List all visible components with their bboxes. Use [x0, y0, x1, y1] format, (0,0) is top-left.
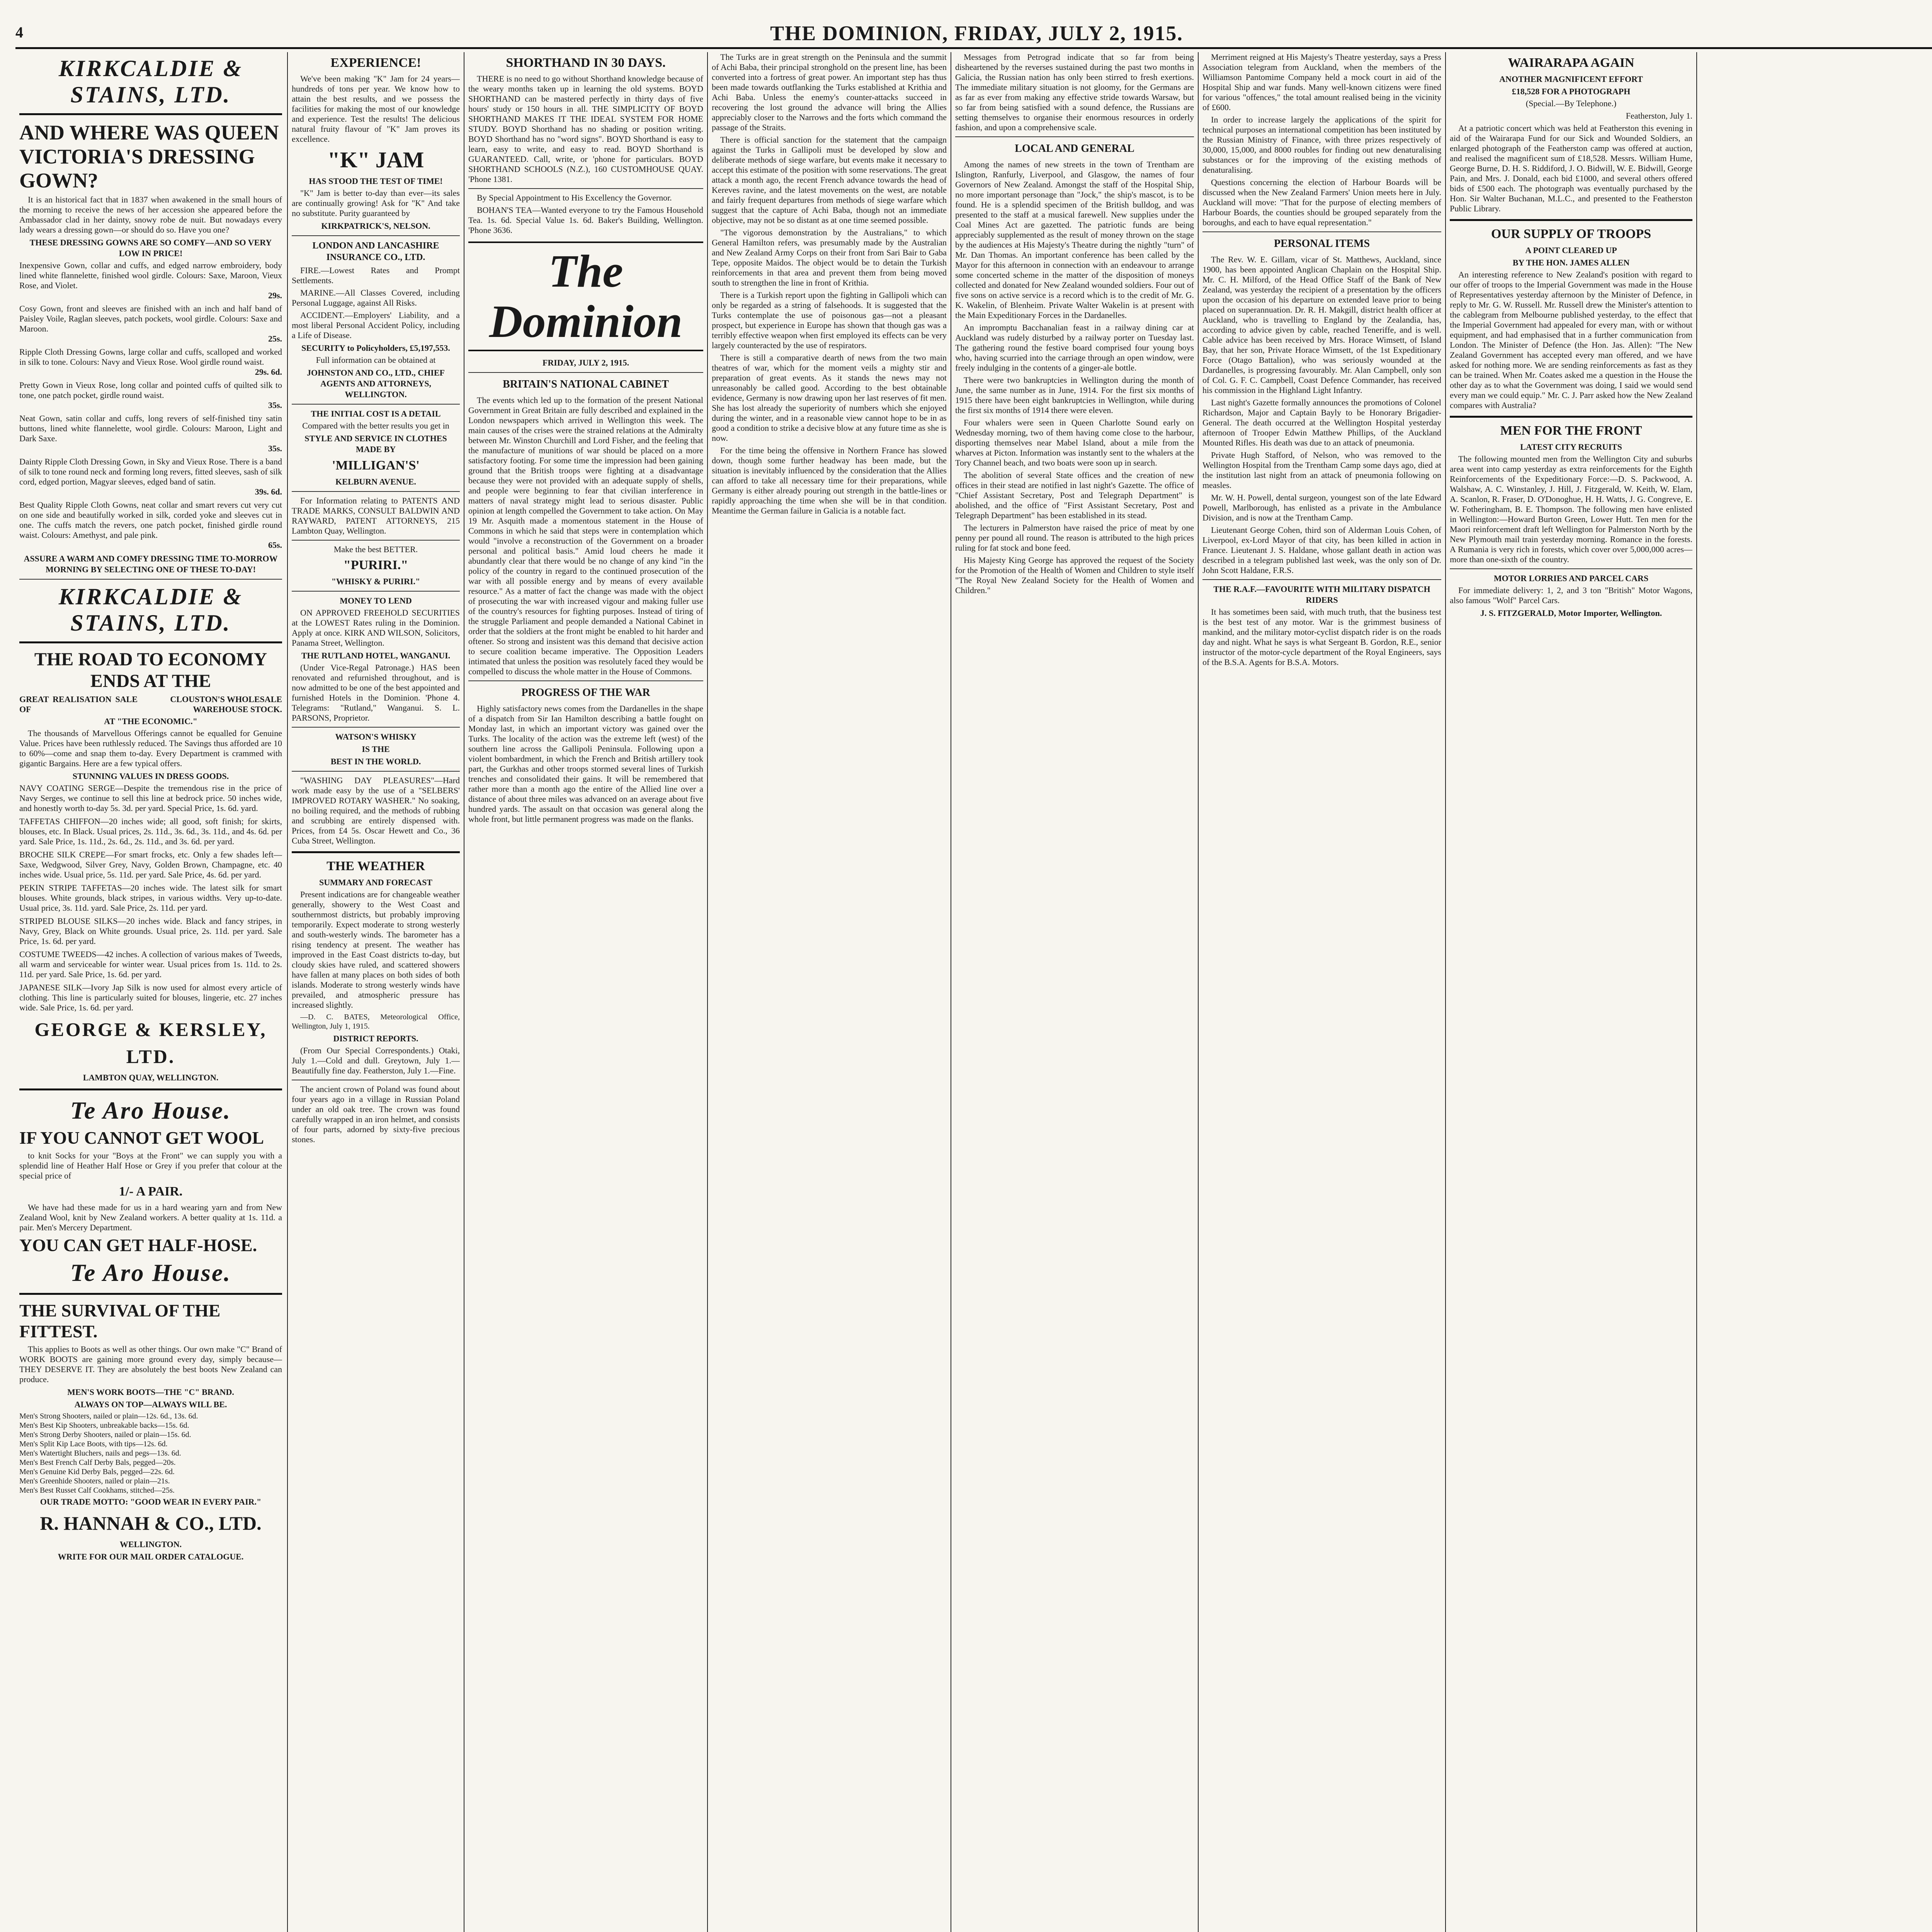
personal-body: The Rev. W. E. Gillam, vicar of St. Matthews, Auckland, since 1900, has been appointed Anglican Chaplain on the Hospital Ship. Mr. C. H. Milford, of the Head Office Staff of the Bank of New Zealand, was yesterday the recipient of a presentation by the officers upon the occasion of his departure on extended leave prior to being placed on superannuation. Dr. R. H. Makgill, district health officer at Auckland, who is travelling to England by the Zealandia, has, according to advice given by cable, reached Teneriffe, and is well. Cable advice has been received by Mrs. Horace Wimsett, of Island Bay, that her son, Private Horace Wimsett, of the 1st Expeditionary Force (Otago Battalion), who was seriously wounded at the Dardanelles, is progressing favourably. Mr. Alan Campbell, only son of Col. G. F. C. Campbell, Coast Defence Commander, has received his commission in the Highland Light Infantry.: [1202, 255, 1441, 395]
divider: [292, 771, 460, 772]
gown-price: 29s.: [268, 291, 282, 300]
dress-item: BROCHE SILK CREPE—For smart frocks, etc. Only a few shades left—Saxe, Wedgwood, Silver Grey, Navy, Golden Brown, Champagne, etc. 40 inches wide. Usual price, 5s. 11d. per yard. Sale Price, 4s. 6d. per yard.: [19, 850, 282, 879]
col6-paragraph: Lieutenant George Cohen, third son of Alderman Louis Cohen, of Liverpool, ex-Lord Mayor of that city, has been killed in action in France. Lieutenant J. S. Haldane, whose gallant death in action was described in a telegram published last week, was the only son of Dr. John Scott Haldane, F.R.S.: [1202, 525, 1441, 575]
cost-body: Compared with the better results you get in: [302, 421, 449, 430]
k-jam-title: "K" JAM: [327, 147, 424, 172]
poland-paragraph: The ancient crown of Poland was found about four years ago in a village in Russian Poland under an old oak tree. The crown was found carefully wrapped in an iron helmet, and consists of four parts, adorned by sixty-five precious stones.: [292, 1084, 460, 1144]
milligan-name: 'MILLIGAN'S': [332, 458, 420, 473]
gown-price: 25s.: [268, 334, 282, 344]
war-heading: PROGRESS OF THE WAR: [521, 687, 650, 699]
trade-motto: OUR TRADE MOTTO: "GOOD WEAR IN EVERY PAIR.": [40, 1497, 262, 1507]
gown-price: 35s.: [268, 400, 282, 410]
local-heading: LOCAL AND GENERAL: [1015, 143, 1134, 155]
gown-text: Neat Gown, satin collar and cuffs, long revers of self-finished tiny satin buttons, lined white flannelette, wool girdle. Colours: Maroon, Light and Dark Saxe.: [19, 413, 282, 443]
economy-body: The thousands of Marvellous Offerings cannot be equalled for Genuine Value. Prices have been ruthlessly reduced. The Savings thus afforded are 10 to 60%—come and snap them to-day. Every Department is crammed with gigantic Bargains. Here are a few typical offers.: [19, 728, 282, 768]
boot-item: Men's Strong Derby Shooters, nailed or plain—15s. 6d.: [19, 1430, 191, 1439]
gown-intro: It is an historical fact that in 1837 when awakened in the small hours of the morning to receive the news of her accession she appeared before the Ambassador clad in her dainty, snowy robe de nuit. But nowadays every lady wears a dressing gown—or should do so. Have you one?: [19, 195, 282, 235]
experience-heading: EXPERIENCE!: [330, 56, 421, 70]
gown-title: AND WHERE WAS QUEEN VICTORIA'S DRESSING GOWN?: [19, 121, 279, 192]
te-aro-logo: Te Aro House.: [70, 1097, 231, 1124]
col6-paragraph: Private Hugh Stafford, of Nelson, who was removed to the Wellington Hospital from the Trentham Camp some days ago, died at the institution last night from an attack of pneumonia following on measles.: [1202, 450, 1441, 490]
wool-price: 1/- A PAIR.: [119, 1184, 183, 1199]
milligan-style: STYLE AND SERVICE IN CLOTHES MADE BY: [304, 434, 447, 454]
dress-heading: STUNNING VALUES IN DRESS GOODS.: [72, 771, 229, 781]
watson-line-1: WATSON'S WHISKY: [335, 732, 417, 742]
dominion-masthead: [468, 242, 703, 351]
masthead-line: THE DOMINION, FRIDAY, JULY 2, 1915.: [770, 22, 1183, 45]
page-number: 4: [15, 24, 23, 41]
economy-right: CLOUSTON'S WHOLESALE WAREHOUSE STOCK.: [170, 694, 282, 714]
motor-body: For immediate delivery: 1, 2, and 3 ton "British" Motor Wagons, also famous "Wolf" Parcel Cars.: [1450, 585, 1692, 605]
column-divider: [1198, 52, 1199, 1932]
gown-price: 39s. 6d.: [255, 487, 282, 497]
insurance-agents: JOHNSTON AND CO., LTD., CHIEF AGENTS AND ATTORNEYS, WELLINGTON.: [307, 368, 445, 399]
wool-body: to knit Socks for your "Boys at the Front" we can supply you with a splendid line of Heather Half Hose or Grey if you prefer that colour at the special price of: [19, 1151, 282, 1180]
personal-heading: PERSONAL ITEMS: [1274, 238, 1370, 250]
gown-price: 29s. 6d.: [255, 367, 282, 377]
whisky-puriri: "WHISKY & PURIRI.": [331, 577, 420, 586]
half-hose-title: YOU CAN GET HALF-HOSE.: [19, 1235, 257, 1255]
troops-body: An interesting reference to New Zealand's position with regard to our offer of troops to the Imperial Government was made in the House of Representatives yesterday afternoon by the Minister of Defence, in reply to Mr. G. W. Russell. Mr. Russell drew the Minister's attention to the cablegram from Melbourne published yesterday, to the effect that the Imperial Government had appealed for every man, with or without equipment, and had emphasised that in a further communication from London. The Minister of Defence (the Hon. Jas. Allen): "The New Zealand Government has accepted every man offered, and we have asked for nothing more. We are sending reinforcements as fast as they can be trained. When Mr. Coates asked me a question in the House the other day as to what the Government was doing, I said we would send every man we could equip." Mr. C. J. Parr asked how the New Zealand compares with Australia?: [1450, 270, 1692, 410]
gown-text: Cosy Gown, front and sleeves are finished with an inch and half band of Paisley Voile, Raglan sleeves, patch pockets, wool girdle. Colours: Saxe and Maroon.: [19, 304, 282, 333]
gown-text: Dainty Ripple Cloth Dressing Gown, in Sky and Vieux Rose. There is a band of silk to tone round neck and forming long revers, fitted sleeves, sash of silk cord, edged portion, Magyar sleeves, edged band of satin.: [19, 457, 282, 486]
economy-left: GREAT REALISATION SALE OF: [19, 694, 138, 714]
wairarapa-subheading: ANOTHER MAGNIFICENT EFFORT: [1499, 74, 1643, 84]
column-7: [1450, 52, 1692, 1932]
whisky-lead: Make the best BETTER.: [333, 544, 418, 554]
insurance-title: LONDON AND LANCASHIRE INSURANCE CO., LTD.: [312, 241, 439, 262]
col5-paragraph: The lecturers in Palmerston have raised the price of meat by one penny per pound all round. The reason is attributed to the high prices ruling for fat stock and bone feed.: [955, 523, 1194, 553]
gown-item: [19, 380, 282, 410]
raf-body: It has sometimes been said, with much truth, that the business test is the best test of any motor. War is the grimmest business of mankind, and the military motor-cyclist dispatch rider is on the roads day and night. What he says is what Sergeant B. Gordon, R.E., senior instructor of the motor-cycle department of the Royal Engineers, says of the B.S.A. Agents for B.S.A. Motors.: [1202, 607, 1441, 667]
col6-paragraph: Last night's Gazette formally announces the promotions of Colonel Richardson, Major and Captain Bayly to be Honorary Brigadier-General. The death occurred at the Wellington Hospital yesterday afternoon of Trooper Edwin Matthew Phillips, of the Auckland Mounted Rifles. His death was due to an attack of pneumonia.: [1202, 398, 1441, 447]
column-1-ads: [19, 52, 282, 1932]
divider: [292, 235, 460, 236]
col5-paragraph: Four whalers were seen in Queen Charlotte Sound early on Wednesday morning, two of them having come close to the harbour, disporting themselves near Mabel Island, about a mile from the wharves at Picton. Information was instantly sent to the whalers at the Tory Channel beach, and two boats were soon up in search.: [955, 418, 1194, 468]
col4-paragraph: There is still a comparative dearth of news from the two main theatres of war, which for the moment veils a mighty stir and preparation of great events. As it stands the news may not unreasonably be called good. According to the best obtainable evidence, Germany is now drawing upon her last reserves of fit men. She has lost already the superiority of numbers which she enjoyed during the winter, and in a reasonable view cannot hope to be in as good a condition to strike a decisive blow at any future time as she is now.: [712, 353, 947, 443]
divider: [292, 851, 460, 853]
rutland-heading: THE RUTLAND HOTEL, WANGANUI.: [301, 651, 451, 660]
wairarapa-date: Featherston, July 1.: [1626, 111, 1692, 121]
gown-price: 65s.: [268, 540, 282, 550]
cost-heading: THE INITIAL COST IS A DETAIL: [311, 409, 441, 418]
watson-line-3: BEST IN THE WORLD.: [330, 757, 421, 766]
raf-heading: THE R.A.F.—FAVOURITE WITH MILITARY DISPATCH RIDERS: [1213, 584, 1430, 605]
wool-body-2: We have had these made for us in a hard wearing yarn and from New Zealand Wool, knit by New Zealand workers. A better quality at 1s. 11d. a pair. Men's Mercery Department.: [19, 1202, 282, 1232]
col5-paragraph: There were two bankruptcies in Wellington during the month of June, the same number as in June, 1914. For the first six months of 1915 there have been eight bankruptcies in Wellington, while during the first six months of 1914 there were eleven.: [955, 375, 1194, 415]
shorthand-body: THERE is no need to go without Shorthand knowledge because of the weary months taken up in learning the old systems. BOYD SHORTHAND can be mastered perfectly in thirty days of five hours' study or 150 hours in all. THE SIMPLICITY OF BOYD SHORTHAND MAKES IT THE IDEAL SYSTEM FOR HOME STUDY. BOYD Shorthand has no shading or position writing. BOYD Shorthand has no "word signs". BOYD Shorthand is easy to learn, easy to write, and easy to read. BOYD Shorthand is GUARANTEED. Call, write, or 'phone for particulars. BOYD SHORTHAND SCHOOLS (N.Z.), 160 CUSTOMHOUSE QUAY. 'Phone 1381.: [468, 74, 703, 184]
te-aro-logo-2: Te Aro House.: [70, 1259, 231, 1286]
boot-item: Men's Greenhide Shooters, nailed or plain—21s.: [19, 1477, 170, 1485]
gown-text: Inexpensive Gown, collar and cuffs, and edged narrow embroidery, body lined white flannelette, finished wool girdle. Colours: Saxe, Maroon, Vieux Rose, and Violet.: [19, 260, 282, 290]
col4-paragraph: The Turks are in great strength on the Peninsula and the summit of Achi Baba, their principal stronghold on the present line, has been converted into a fortress of great power. An important step has thus been made towards outflanking the Turks established at Krithia and Achi Baba. Unless the enemy's counter-attacks succeed in recovering the lost ground the advance will bring the Allies appreciably closer to the Narrows and the forts which command the passage of the Straits.: [712, 52, 947, 132]
wairarapa-heading: WAIRARAPA AGAIN: [1508, 56, 1634, 70]
survival-title: THE SURVIVAL OF THE FITTEST.: [19, 1301, 221, 1341]
k-jam-body: "K" Jam is better to-day than ever—its sales are continually growing! Ask for "K" And take no substitute. Purity guaranteed by: [292, 188, 460, 218]
gown-list: [19, 260, 282, 550]
k-jam-subtitle: HAS STOOD THE TEST OF TIME!: [309, 176, 443, 186]
front-heading: MEN FOR THE FRONT: [1500, 423, 1642, 438]
column-divider: [707, 52, 708, 1932]
weather-heading: THE WEATHER: [327, 859, 425, 873]
dress-item: STRIPED BLOUSE SILKS—20 inches wide. Black and fancy stripes, in Navy, Grey, Black on White grounds. Usual price, 2s. 11d. per yard. Sale Price, 1s. 6d. per yard.: [19, 916, 282, 946]
divider: [19, 579, 282, 580]
front-body: The following mounted men from the Wellington City and suburbs area went into camp yesterday as extra reinforcements for the Eighth Reinforcements of the Expeditionary Force:—D. S. Packwood, A. Walshaw, A. C. Winstanley, J. Hill, J. Fitzgerald, W. Keith, W. Elam, A. Scanlon, R. Fraser, D. O'Donoghue, H. H. Watts, J. G. Congreve, E. W. Fotheringham, B. E. Thompson. The following men have enlisted in Wellington:—Howard Burton Green, Lower Hutt. Ten men for the Maori reinforcement draft left Wellington for Palmerston North by the New Plymouth mail train yesterday morning. Romance in the forests. A Rumania is very rich in forests, which cover over 5,000,000 acres—more than one-sixth of the country.: [1450, 454, 1692, 564]
dress-item: PEKIN STRIPE TAFFETAS—20 inches wide. The latest silk for smart blouses. White grounds, black stripes, in various widths. Very up-to-date. Usual price, 3s. 11d. yard. Sale Price, 2s. 11d. per yard.: [19, 883, 282, 913]
war-body: Highly satisfactory news comes from the Dardanelles in the shape of a dispatch from Sir Ian Hamilton describing a battle fought on Monday last, in which an important victory was gained over the Turks. The locality of the action was the extreme left (west) of the southern line across the Gallipoli Peninsula. Following upon a violent bombardment, in which the French and British artillery took part, the Gurkhas and other troops stormed several lines of Turkish trenches and consolidated their gains. It will be remembered that rather more than a month ago the entire of the Allied line over a distance of about three miles was advanced on an average about five hundred yards. The assault on that occasion was general along the whole front, but little permanent progress was made on the flanks.: [468, 704, 703, 824]
column-3: [468, 52, 703, 1932]
divider: [292, 727, 460, 728]
divider: [19, 1088, 282, 1090]
money-heading: MONEY TO LEND: [340, 596, 412, 605]
divider: [19, 641, 282, 643]
divider: [955, 136, 1194, 137]
insurance-info: Full information can be obtained at: [316, 355, 436, 365]
dominion-logo: The Dominion: [489, 245, 683, 347]
divider: [468, 188, 703, 189]
gk-address: LAMBTON QUAY, WELLINGTON.: [83, 1073, 219, 1082]
kirkcaldie-footer: KIRKCALDIE & STAINS, LTD.: [58, 584, 243, 636]
divider: [292, 591, 460, 592]
troops-byline: BY THE HON. JAMES ALLEN: [1512, 258, 1630, 267]
money-body: ON APPROVED FREEHOLD SECURITIES at the LOWEST Rates ruling in the Dominion. Apply at once. KIRK AND WILSON, Solicitors, Panama Street, Wellington.: [292, 608, 460, 648]
watson-line-2: IS THE: [362, 744, 390, 754]
divider: [468, 372, 703, 373]
rutland-body: (Under Vice-Regal Patronage.) HAS been renovated and refurnished throughout, and is now admitted to be one of the best appointed and furnished Hotels in the Dominion. 'Phone 4. Telegrams: "Rutland," Wanganui. S. L. PARSONS, Proprietor.: [292, 663, 460, 723]
col5-paragraph: An impromptu Bacchanalian feast in a railway dining car at Auckland was rudely disturbed by a railway porter on Tuesday last. The gathering round the festive board comprised four young boys who, having scurried into the carriage through an open window, were freely indulging in the contents of a ginger-ale bottle.: [955, 323, 1194, 372]
column-divider: [1445, 52, 1446, 1932]
boot-item: Men's Genuine Kid Derby Bals, pegged—22s. 6d.: [19, 1468, 175, 1476]
divider: [1450, 568, 1692, 569]
bohan-tea: BOHAN'S TEA—Wanted everyone to try the Famous Household Tea. 1s. 6d. Special Value 1s. 6d. Baker's Building, Wellington. 'Phone 3636.: [468, 205, 703, 235]
header-rule: [15, 47, 1932, 49]
gown-text: Ripple Cloth Dressing Gowns, large collar and cuffs, scalloped and worked in silk to tone. Colours: Navy and Vieux Rose. Wool girdle round waist.: [19, 347, 282, 367]
column-divider: [287, 52, 288, 1932]
gown-item: [19, 457, 282, 497]
troops-subheading: A POINT CLEARED UP: [1525, 245, 1617, 255]
k-jam-maker: KIRKPATRICK'S, NELSON.: [321, 221, 430, 231]
divider: [19, 1293, 282, 1295]
appointment: By Special Appointment to His Excellency the Governor.: [477, 193, 672, 202]
survival-subheading: ALWAYS ON TOP—ALWAYS WILL BE.: [74, 1400, 227, 1409]
divider: [1202, 579, 1441, 580]
column-6: [1202, 52, 1441, 1932]
gowns-closing: ASSURE A WARM AND COMFY DRESSING TIME TO-MORROW MORNING BY SELECTING ONE OF THESE TO-DAY!: [24, 554, 278, 574]
survival-heading: MEN'S WORK BOOTS—THE "C" BRAND.: [67, 1387, 234, 1397]
wairarapa-subheading-2: £18,528 FOR A PHOTOGRAPH: [1512, 87, 1631, 96]
shorthand-heading: SHORTHAND IN 30 DAYS.: [506, 56, 666, 70]
col6-paragraph: Questions concerning the election of Harbour Boards will be discussed when the New Zealand Farmers' Union meets here in July. Auckland will move: "That for the purpose of electing members of Harbour Boards, the counties should be grouped separately from the boroughs, and each to have equal representation.": [1202, 177, 1441, 227]
gown-price: 35s.: [268, 444, 282, 453]
column-divider: [1696, 52, 1697, 1932]
wairarapa-telephone: (Special.—By Telephone.): [1526, 99, 1617, 108]
gown-item: [19, 260, 282, 301]
gown-item: [19, 347, 282, 377]
boot-list: [19, 1412, 282, 1495]
gown-item: [19, 500, 282, 550]
gown-text: Pretty Gown in Vieux Rose, long collar and pointed cuffs of quilted silk to tone, one patch pocket, girdle round waist.: [19, 380, 282, 400]
col6-paragraph: In order to increase largely the applications of the spirit for technical purposes an international competition has been instituted by the Russian Ministry of Finance, with three prizes respectively of 30,000, 15,000, and 8000 roubles for finding out new denaturalising substances or for the improving of the existing methods of denaturalising.: [1202, 115, 1441, 175]
gown-item: [19, 413, 282, 454]
district-heading: DISTRICT REPORTS.: [333, 1034, 418, 1043]
page-header: [15, 15, 1932, 46]
washing-ad: "WASHING DAY PLEASURES"—Hard work made easy by the use of a "SELBERS' IMPROVED ROTARY WASHER." No soaking, no boiling required, and the methods of rubbing and scrubbing are entirely dispensed with. Prices, from £4 5s. Oscar Hewett and Co., 36 Cuba Street, Wellington.: [292, 776, 460, 845]
divider: [1450, 416, 1692, 418]
milligan-address: KELBURN AVENUE.: [335, 477, 416, 486]
col5-paragraph: The abolition of several State offices and the creation of new offices in their stead are notified in last night's Gazette. The office of "Chief Assistant Secretary, Post and Telegraph Department" is abolished, and the office of "First Assistant Secretary, Post and Telegraph Department" has been established in its stead.: [955, 470, 1194, 520]
kirkcaldie-heading: KIRKCALDIE & STAINS, LTD.: [58, 56, 243, 107]
insurance-fire: FIRE.—Lowest Rates and Prompt Settlements.: [292, 265, 460, 285]
dress-item: COSTUME TWEEDS—42 inches. A collection of various makes of Tweeds, all warm and serviceable for winter wear. Usual prices from 1s. 11d. to 2s. 11d. per yard. Sale Price, 1s. 6d. per yard.: [19, 949, 282, 979]
divider: [292, 404, 460, 405]
column-4: [712, 52, 947, 1932]
boot-item: Men's Split Kip Lace Boots, with tips—12s. 6d.: [19, 1440, 168, 1448]
editorial-heading: BRITAIN'S NATIONAL CABINET: [503, 378, 669, 390]
hannah-catalogue: WRITE FOR OUR MAIL ORDER CATALOGUE.: [58, 1552, 244, 1561]
economy-title: THE ROAD TO ECONOMY ENDS AT THE: [34, 649, 267, 691]
insurance-security: SECURITY to Policyholders, £5,197,553.: [301, 343, 450, 353]
weather-body: Present indications are for changeable weather generally, showery to the West Coast and southernmost districts, but probably improving temporarily. Expect moderate to strong westerly and south-westerly winds. The barometer has a rising tendency at present. The weather has improved in the East Coast districts to-day, but cloudy skies have ruled, and scattered showers have fallen at many places on both sides of both islands. Moderate to strong westerly winds have prevailed, and atmospheric pressure has increased slightly.: [292, 889, 460, 1010]
puriri-name: "PURIRI.": [343, 558, 408, 572]
survival-body: This applies to Boots as well as other things. Our own make "C" Brand of WORK BOOTS are gaining more ground every day, simply because—THEY DESERVE IT. They are absolutely the best boots New Zealand can produce.: [19, 1344, 282, 1384]
weather-signature: —D. C. BATES, Meteorological Office, Wellington, July 1, 1915.: [292, 1013, 460, 1031]
hannah-heading: R. HANNAH & CO., LTD.: [40, 1512, 262, 1534]
column-5: [955, 52, 1194, 1932]
divider: [468, 680, 703, 681]
dateline: FRIDAY, JULY 2, 1915.: [542, 358, 629, 367]
dress-item: JAPANESE SILK—Ivory Jap Silk is now used for almost every article of clothing. This line is particularly suited for blouses, lingerie, etc. 27 inches wide. Sale Price, 1s. 6d. per yard.: [19, 983, 282, 1012]
col4-paragraph: For the time being the offensive in Northern France has slowed down, though some further headway has been made, but the situation is inevitably influenced by the consideration that the Allies can afford to take all necessary time for their preparations, while Germany is either already pouring out strength in the battle-lines or rapidly approaching the time when she will be in that condition. Meantime the German failure in Galicia is a notable fact.: [712, 446, 947, 515]
gk-heading: GEORGE & KERSLEY, LTD.: [34, 1019, 267, 1067]
weather-subheading: SUMMARY AND FORECAST: [319, 878, 432, 887]
col4-paragraph: There is official sanction for the statement that the campaign against the Turks in Gallipoli must be developed by slow and deliberate methods of siege warfare, but events make it necessary to accept this estimate of the position with some reservations. The great attack a month ago, the recent French advance towards the head of Kereves ravine, and the latest movements on the west, are notable and fairly frequent departures from methods of siege warfare which suggest that the capture of Achi Baba, though not an immediate objective, may not be so distant as at one time seemed possible.: [712, 135, 947, 225]
gown-text: Best Quality Ripple Cloth Gowns, neat collar and smart revers cut very cut on one side and beautifully worked in silk, corded yoke and sleeves cut in one. The cuffs match the revers, one patch pocket, finished girdle round waist. Colours: Amethyst, and pale pink.: [19, 500, 282, 540]
economy-at: AT "THE ECONOMIC.": [104, 716, 197, 726]
motor-agent: J. S. FITZGERALD, Motor Importer, Wellington.: [1480, 608, 1662, 618]
insurance-marine: MARINE.—All Classes Covered, including Personal Luggage, against All Risks.: [292, 288, 460, 308]
hannah-city: WELLINGTON.: [119, 1539, 182, 1549]
insurance-accident: ACCIDENT.—Employers' Liability, and a most liberal Personal Accident Policy, including a Life of Disease.: [292, 310, 460, 340]
col4-paragraph: There is a Turkish report upon the fighting in Gallipoli which can only be regarded as a string of falsehoods. It is suggested that the Turks contemplate the use of poisonous gas—not a pleasant prospect, but experience in Europe has shown that though gas was a terribly effective weapon when first employed its effects can be very largely counteracted by the use of respirators.: [712, 290, 947, 350]
col4-paragraph: "The vigorous demonstration by the Australians," to which General Hamilton refers, was presumably made by the Australian and New Zealand Army Corps on their front from Sari Bair to Gaba Tepe, opposite Maidos. The object would be to detain the Turkish reinforcements in that area and prevent them from being moved south to strengthen the line in front of Krithia.: [712, 228, 947, 287]
divider: [19, 113, 282, 115]
economy-row: [19, 694, 282, 714]
divider: [1450, 219, 1692, 221]
column-2-ads: [292, 52, 460, 1932]
boot-item: Men's Best Russet Calf Cookhams, stitched—25s.: [19, 1486, 175, 1495]
editorial-body: The events which led up to the formation of the present National Government in Great Britain are fully described and explained in the London newspapers which arrived in Wellington this week. The main causes of the crises were the strained relations at the Admiralty between Mr. Winston Churchill and Lord Fisher, and the feeling that the manufacture of munitions of war should be placed on a more satisfactory footing. For some time the impression had been gaining ground that the British troops were fighting at a disadvantage because they were not provided with an adequate supply of shells, and people were beginning to fear that civilian interference in matters of naval strategy might lead to serious disaster. Public opinion at length compelled the Government to take action. On May 19 Mr. Asquith made a momentous statement in the House of Commons in which he said that steps were in contemplation which would "involve a reconstruction of the Government on a broader personal and political basis." Amid loud cheers he made it abundantly clear that there would be no change of any kind "in the policy of the country in regard to the continued prosecution of the war with all possible energy and by means of every available resource." As a matter of fact the change was made with the object of prosecuting the war with increased vigour and making fuller use of the country's resources for fighting purposes. Instead of tiring of the struggle Parliament and people demanded a National Cabinet in order that the soldiers at the front might be enabled to hit harder and oftener. So strong and insistent was this demand that decisive action to secure coalition became imperative. The Opposition Leaders intimated that unless the position was resolutely faced they would be compelled to discuss the whole matter in the House of Commons.: [468, 395, 703, 676]
boot-item: Men's Strong Shooters, nailed or plain—12s. 6d., 13s. 6d.: [19, 1412, 198, 1420]
divider: [1202, 231, 1441, 232]
boot-item: Men's Best French Calf Derby Bals, pegged—20s.: [19, 1458, 176, 1467]
divider: [292, 540, 460, 541]
divider: [292, 491, 460, 492]
dress-item: TAFFETAS CHIFFON—20 inches wide; all good, soft finish; for skirts, blouses, etc. In Black. Usual prices, 2s. 11d., 3s. 6d., 3s. 11d., and 4s. 6d. per yard. Sale Price, 1s. 11d., 2s. 6d., 2s. 11d., and 3s. 6d. per yard.: [19, 816, 282, 846]
dress-item: NAVY COATING SERGE—Despite the tremendous rise in the price of Navy Serges, we continue to sell this line at bedrock price. 50 inches wide, and honestly worth to-day 5s. 3d. per yard. Special Price, 1s. 6d. yard.: [19, 783, 282, 813]
motor-heading: MOTOR LORRIES AND PARCEL CARS: [1493, 573, 1649, 583]
gown-item: [19, 304, 282, 344]
boot-item: Men's Watertight Bluchers, nails and pegs—13s. 6d.: [19, 1449, 181, 1458]
col5-paragraph: His Majesty King George has approved the request of the Society for the Promotion of the Health of Women and Children to style itself "The Royal New Zealand Society for the Health of Women and Children.": [955, 555, 1194, 595]
gowns-heading: THESE DRESSING GOWNS ARE SO COMFY—AND SO VERY LOW IN PRICE!: [29, 238, 272, 258]
experience-body: We've been making "K" Jam for 24 years—hundreds of tons per year. We know how to attain the best results, and we possess the facilities for making the most of our knowledge and experience. Test the results! The delicious natural fruity flavour of "K" Jam proves its excellence.: [292, 74, 460, 144]
patents-ad: For Information relating to PATENTS AND TRADE MARKS, CONSULT BALDWIN AND RAYWARD, PATENT ATTORNEYS, 215 Lambton Quay, Wellington.: [292, 496, 460, 536]
col6-paragraph: Mr. W. H. Powell, dental surgeon, youngest son of the late Edward Powell, Marlborough, has enlisted as a private in the Ambulance Division, and is now at the Trentham Camp.: [1202, 493, 1441, 522]
boot-item: Men's Best Kip Shooters, unbreakable backs—15s. 6d.: [19, 1421, 189, 1430]
troops-heading: OUR SUPPLY OF TROOPS: [1491, 227, 1651, 241]
wool-title: IF YOU CANNOT GET WOOL: [19, 1128, 264, 1148]
district-body: (From Our Special Correspondents.) Otaki, July 1.—Cold and dull. Greytown, July 1.—Beautifully fine day. Featherston, July 1.—Fine.: [292, 1046, 460, 1075]
col5-paragraph: Messages from Petrograd indicate that so far from being disheartened by the reverses sustained during the past two months in Galicia, the Russian nation has only been stirred to fresh exertions. The immediate military situation is not gloomy, for the Germans are as far as ever from making any effective stride towards Warsaw, but so far from being satisfied with a sound defence, the Russians are setting themselves to organise their enormous resources in orderly fashion, and upon a comprehensive scale.: [955, 52, 1194, 132]
wairarapa-body: At a patriotic concert which was held at Featherston this evening in aid of the Wairarapa Fund for our Sick and Wounded Soldiers, an enlarged photograph of the Featherston camp was offered at auction, and realised the magnificent sum of £18,528. Messrs. William Hume, George Burne, D. H. S. Riddiford, J. O. Bidwill, W. E. Bidwill, George Pain, and Mrs. J. Donald, each bid £1000, and several others offered bids of £500 each. The photograph was eventually purchased by the Hon. Sir Walter Buchanan, M.L.C., and presented to the Featherston Public Library.: [1450, 123, 1692, 213]
col6-paragraph: Merriment reigned at His Majesty's Theatre yesterday, says a Press Association telegram from Auckland, when the members of the Williamson Pantomime Company held a mock court in aid of the Hospital Ship and war funds. Many well-known citizens were fined for various "offences," the total amount realised being in the vicinity of £600.: [1202, 52, 1441, 112]
local-body: Among the names of new streets in the town of Trentham are Islington, Ranfurly, Liverpool, and Glasgow, the names of four Governors of New Zealand. Amongst the staff of the Hospital Ship, no more important personage than "Jock," the ship's mascot, is to be found. He is a splendid specimen of the British bulldog, and was presented to the staff at a musical farewell. New supplies under the Coal Mines Act are gazetted. The patriotic funds are being appreciably supplemented as the result of money thrown on the stage by the audiences at His Majesty's Theatre during the nightly "turn" of Mr. Dan Thomas. An important conference has been called by the Mayor for this afternoon in connection with an endeavour to arrange some concerted scheme in the matter of the disposition of moneys collected and donated for New Zealand wounded soldiers. Four out of five sons on active service is a record which is to the credit of Mr. G. K. Wakelin, of Blenheim. Private Walter Wakelin is at present with the Main Expeditionary Forces in the Dardanelles.: [955, 160, 1194, 320]
front-subheading: LATEST CITY RECRUITS: [1520, 442, 1622, 452]
